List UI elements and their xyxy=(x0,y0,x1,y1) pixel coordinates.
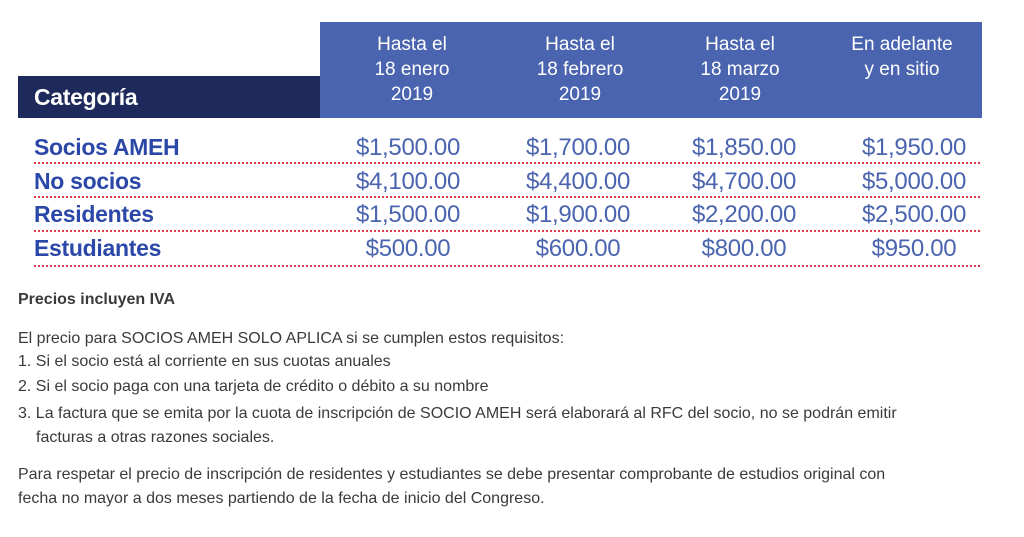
price-cell: $500.00 xyxy=(365,235,451,262)
row-divider xyxy=(34,230,980,232)
column-header-1 xyxy=(332,32,492,107)
closing-note: Para respetar el precio de inscripción de residentes y estudiantes se debe presentar comprobante de estudios original con xyxy=(18,466,886,483)
row-label-socios-ameh: Socios AMEH xyxy=(34,134,180,160)
column-header-line: Hasta el xyxy=(545,34,615,55)
price-cell: $1,950.00 xyxy=(861,134,967,161)
column-header-line: 2019 xyxy=(558,84,602,105)
row-label-residentes: Residentes xyxy=(34,201,154,227)
column-header-line: 18 febrero xyxy=(536,59,624,80)
price-cell: $800.00 xyxy=(701,235,787,262)
price-cell: $2,200.00 xyxy=(691,201,797,228)
column-header-4 xyxy=(822,32,982,82)
row-divider xyxy=(34,196,980,198)
price-cell: $950.00 xyxy=(871,235,957,262)
price-cell: $1,900.00 xyxy=(525,201,631,228)
price-cell: $1,500.00 xyxy=(355,134,461,161)
notes-title: Precios incluyen IVA xyxy=(18,291,176,308)
requirement-2: 2. Si el socio paga con una tarjeta de crédito o débito a su nombre xyxy=(18,378,489,395)
price-cell: $1,500.00 xyxy=(355,201,461,228)
notes-intro: El precio para SOCIOS AMEH SOLO APLICA si se cumplen estos requisitos: xyxy=(18,330,565,347)
closing-note-continued: fecha no mayor a dos meses partiendo de la fecha de inicio del Congreso. xyxy=(18,490,545,507)
column-header-line: 2019 xyxy=(718,84,762,105)
price-cell: $600.00 xyxy=(535,235,621,262)
column-header-line: 18 enero xyxy=(374,59,450,80)
price-cell: $5,000.00 xyxy=(861,168,967,195)
column-header-line: Hasta el xyxy=(705,34,775,55)
requirement-3: 3. La factura que se emita por la cuota de inscripción de SOCIO AMEH será elaborará al RFC del socio, no se podrán emitir xyxy=(18,405,897,422)
column-header-line: En adelante xyxy=(851,34,953,55)
column-header-3 xyxy=(660,32,820,107)
row-divider xyxy=(34,162,980,164)
column-header-line: 18 marzo xyxy=(700,59,780,80)
price-cell: $4,700.00 xyxy=(691,168,797,195)
row-divider xyxy=(34,265,980,267)
price-cell: $1,700.00 xyxy=(525,134,631,161)
column-header-line: 2019 xyxy=(390,84,434,105)
category-header: Categoría xyxy=(34,84,138,110)
requirement-1: 1. Si el socio está al corriente en sus cuotas anuales xyxy=(18,353,391,370)
price-cell: $4,100.00 xyxy=(355,168,461,195)
column-header-2 xyxy=(500,32,660,107)
row-label-estudiantes: Estudiantes xyxy=(34,235,162,261)
row-label-no-socios: No socios xyxy=(34,168,142,194)
column-header-line: y en sitio xyxy=(864,59,940,80)
price-cell: $1,850.00 xyxy=(691,134,797,161)
price-cell: $4,400.00 xyxy=(525,168,631,195)
requirement-3-continued: facturas a otras razones sociales. xyxy=(36,429,275,446)
price-cell: $2,500.00 xyxy=(861,201,967,228)
column-header-line: Hasta el xyxy=(377,34,447,55)
